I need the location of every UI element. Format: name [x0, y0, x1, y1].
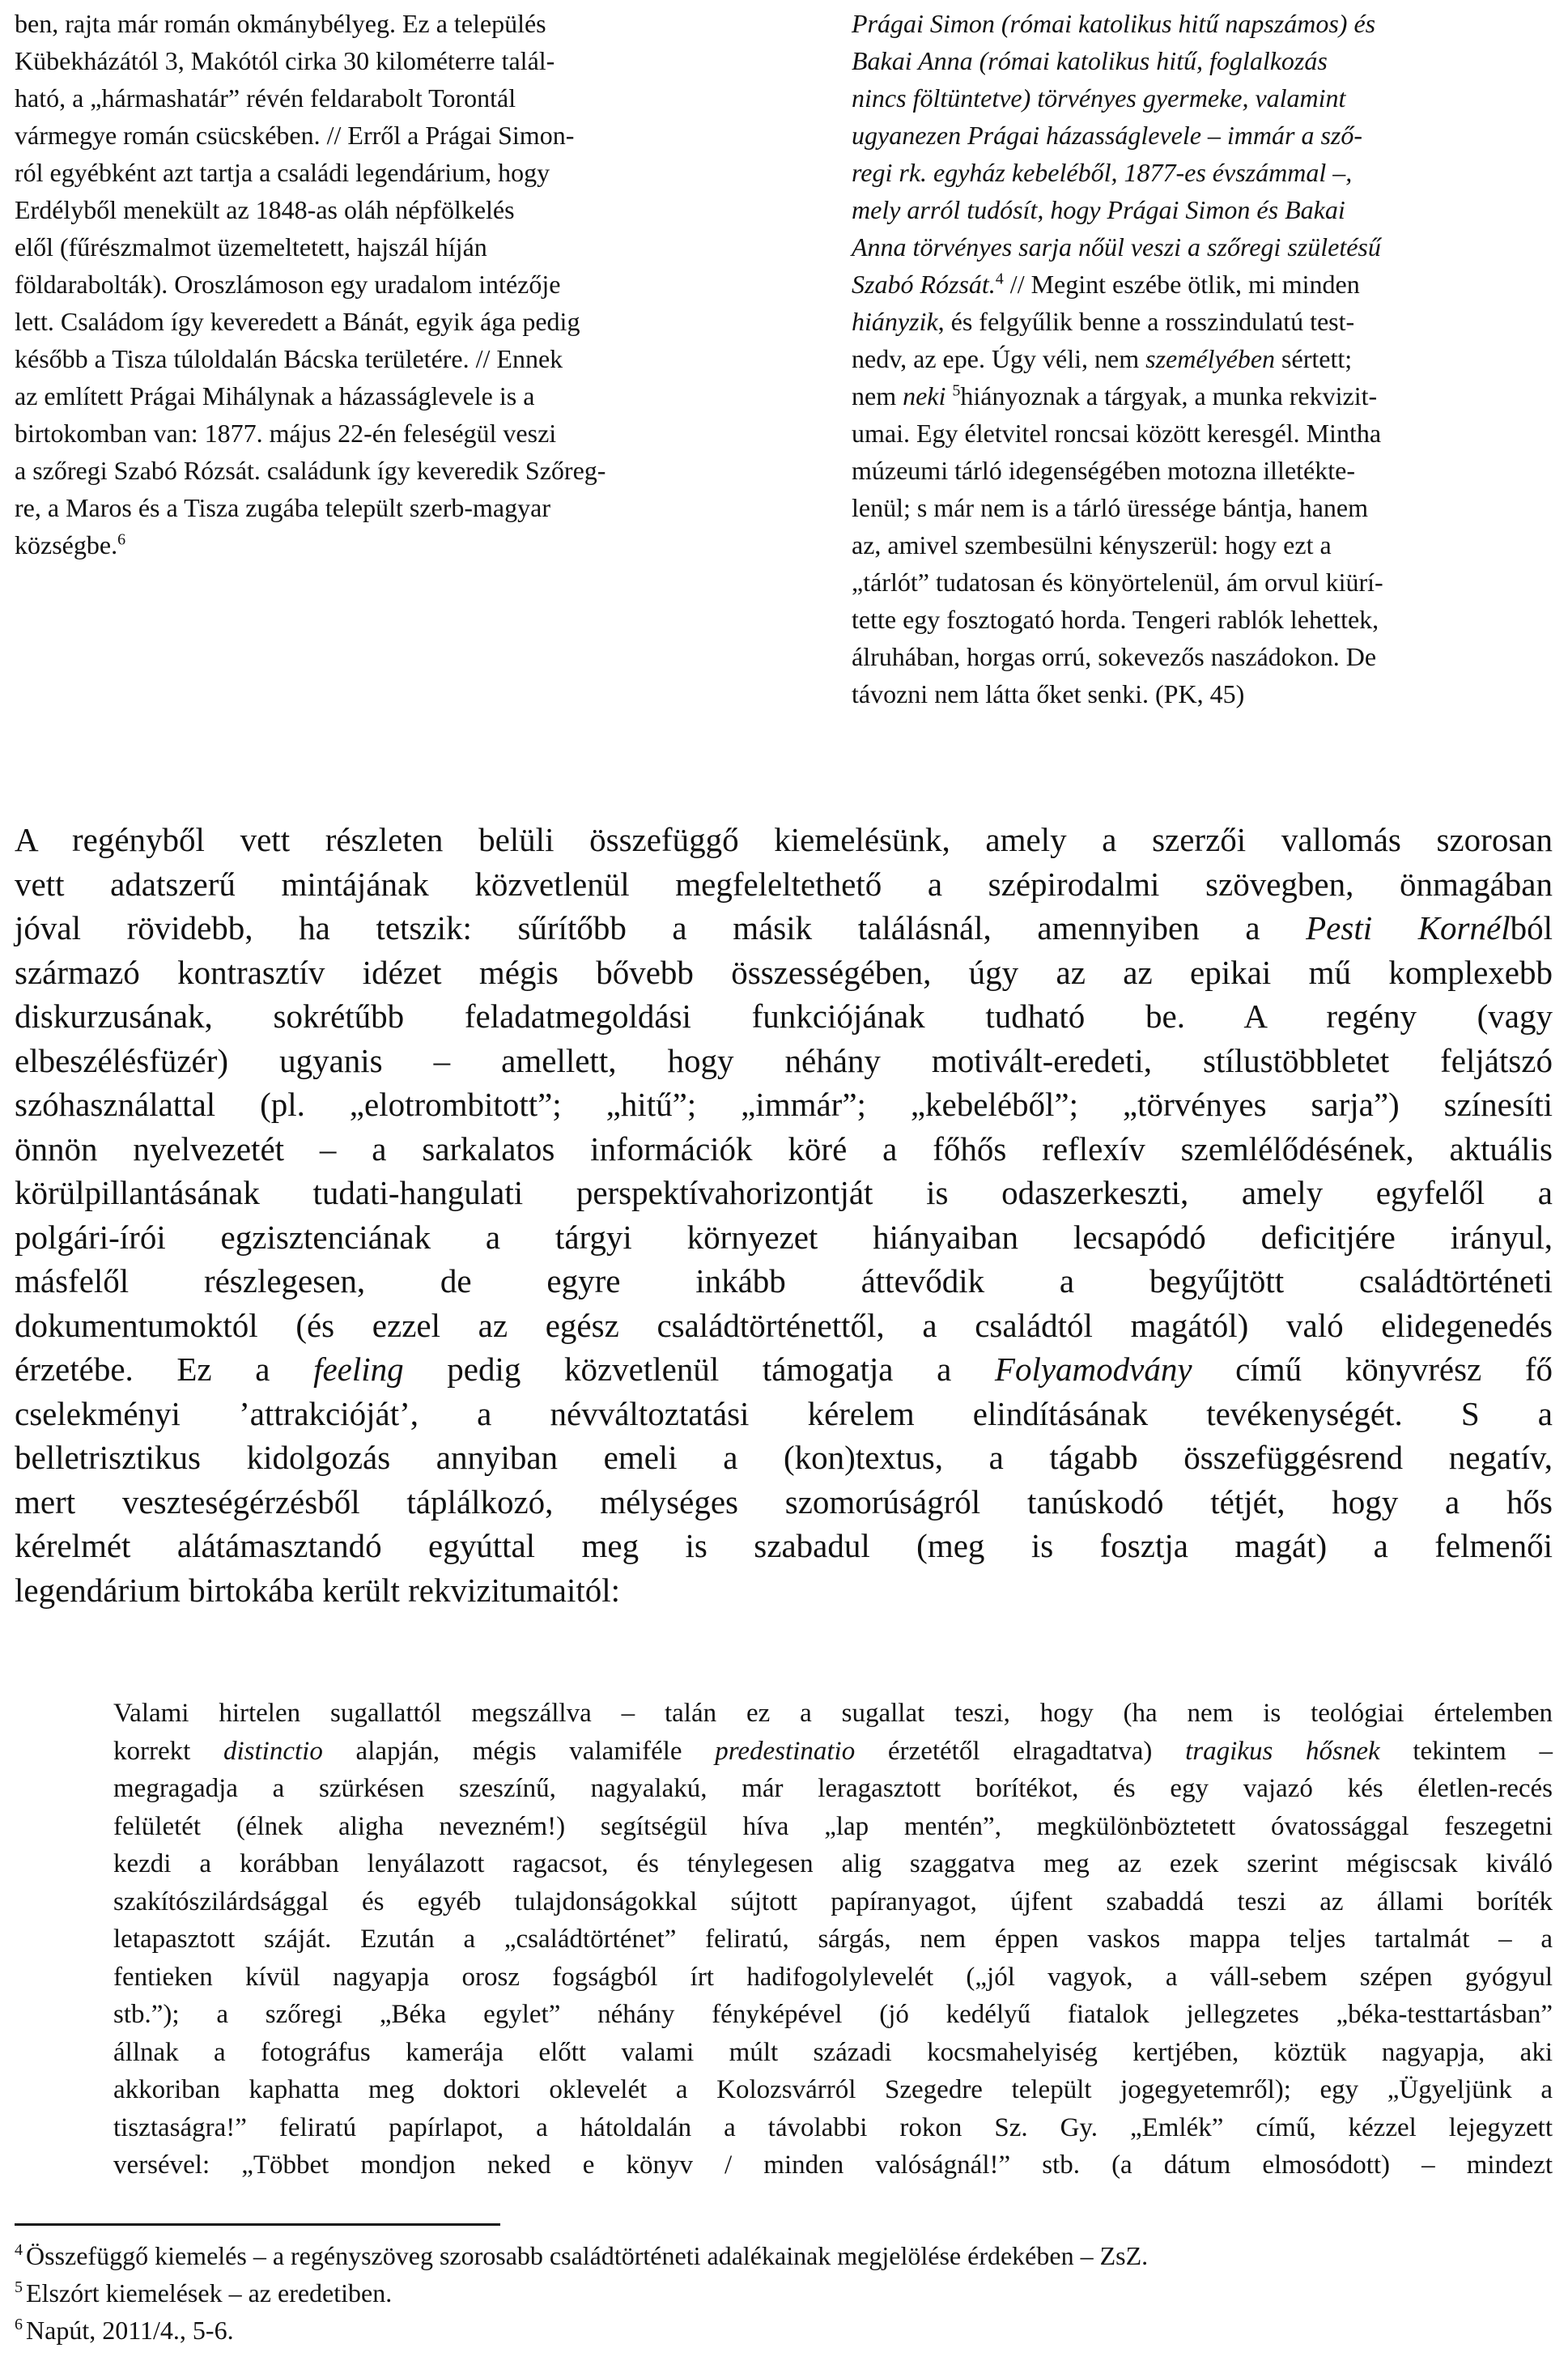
right-line-text: sértett;: [1275, 344, 1353, 373]
main-line-text: Pesti Kornél: [1306, 909, 1511, 946]
left-line: elől (fűrészmalmot üzemeltetett, hajszál híján: [15, 232, 487, 262]
main-line-text: ból: [1510, 909, 1553, 946]
left-line: [15, 526, 792, 564]
left-line: ható, a „hármashatár” révén feldarabolt Torontál: [15, 83, 516, 113]
main-line: cselekményi ’attrakcióját’, a névváltoztatási kérelem elindításának tevékenységét. S a: [15, 1394, 1553, 1432]
quote-line: Valami hirtelen sugallattól megszállva – talán ez a sugallat teszi, hogy (ha nem is teológiai értelemben: [113, 1699, 1553, 1728]
main-line: belletrisztikus kidolgozás annyiban emeli a (kon)textus, a tágabb összefüggésrend negatív,: [15, 1439, 1553, 1476]
footnote-4: [15, 2237, 1553, 2274]
right-line-text: nem: [852, 381, 903, 410]
right-line: regi rk. egyház kebeléből, 1877-es évszámmal –,: [852, 158, 1353, 187]
main-line-text: című könyvrész fő: [1192, 1351, 1553, 1388]
main-line: diskurzusának, sokrétűbb feladatmegoldási funkciójának tudható be. A regény (vagy: [15, 997, 1553, 1035]
quote-line-text: érzetétől elragadtatva): [855, 1736, 1186, 1766]
main-line: A regényből vett részleten belüli összefüggő kiemelésünk, amely a szerzői vallomás szorosan: [15, 821, 1553, 858]
left-line: vármegye román csücskében. // Erről a Prágai Simon-: [15, 121, 575, 150]
left-line: a szőregi Szabó Rózsát. családunk így keveredik Szőreg-: [15, 456, 606, 485]
main-line: mert veszteségérzésből táplálkozó, mélységes szomorúságról tanúskodó tétjét, hogy a hős: [15, 1482, 1553, 1521]
main-line: [15, 906, 1553, 951]
right-line: nincs föltüntetve) törvényes gyermeke, valamint: [852, 83, 1346, 113]
left-quote-column: [15, 5, 792, 564]
right-quote-column: [852, 5, 1548, 712]
quote-line-text: predestinatio: [715, 1736, 856, 1766]
right-line: múzeumi tárló idegenségében motozna illetékte-: [852, 456, 1355, 485]
right-line: „tárlót” tudatosan és könyörtelenül, ám orvul kiürí-: [852, 568, 1383, 597]
quote-line: akkoriban kaphatta meg doktori oklevelét a Kolozsvárról Szegedre települt jogegyetemről); egy „Ügyeljünk a: [113, 2075, 1553, 2104]
right-line: álruhában, horgas orrú, sokevezős naszádokon. De: [852, 642, 1377, 671]
main-line: származó kontrasztív idézet mégis bővebb összességében, úgy az az epikai mű komplexebb: [15, 953, 1553, 991]
quote-line-text: distinctio: [223, 1736, 323, 1766]
main-line-text: érzetébe. Ez a: [15, 1351, 314, 1388]
main-line: körülpillantásának tudati-hangulati perspektívahorizontját is odaszerkeszti, amely egyfelől a: [15, 1174, 1553, 1211]
right-line-text: neki: [903, 381, 946, 410]
quote-line: szakítószilárdsággal és egyéb tulajdonságokkal sújtott papíranyagot, újfent szabaddá teszi az állami boríték: [113, 1886, 1553, 1916]
left-line: ról egyébként azt tartja a családi legendárium, hogy: [15, 158, 550, 187]
quote-line: [113, 1733, 1553, 1771]
right-line-text: hiányoznak a tárgyak, a munka rekvizit-: [960, 381, 1378, 410]
footnote-number: 6: [15, 2316, 23, 2334]
right-line-text: hiányzik: [852, 307, 938, 336]
quote-line: letapasztott száját. Ezután a „családtörténet” feliratú, sárgás, nem éppen vaskos mappa teljes tartalmát – a: [113, 1925, 1553, 1954]
footnotes: [15, 2237, 1553, 2349]
quote-line: versével: „Többet mondjon neked e könyv / minden valóságnál!” stb. (a dátum elmosódott) – mindezt: [113, 2150, 1553, 2180]
left-line: lett. Családom így keveredett a Bánát, egyik ága pedig: [15, 307, 580, 336]
main-line-text: jóval rövidebb, ha tetszik: sűrítőbb a másik találásnál, amennyiben a: [15, 909, 1307, 946]
right-line: Bakai Anna (római katolikus hitű, foglalkozás: [852, 46, 1328, 75]
footnote-text: Elszórt kiemelések – az eredetiben.: [26, 2278, 393, 2308]
right-line: Anna törvényes sarja nőül veszi a szőregi születésű: [852, 232, 1381, 262]
quote-line-text: tekintem –: [1379, 1736, 1553, 1766]
left-line: Erdélyből menekült az 1848-as oláh népfölkelés: [15, 195, 515, 224]
quote-line: tisztaságra!” feliratú papírlapot, a hátoldalán a távolabbi rokon Sz. Gy. „Emlék” című, kézzel lejegyzett: [113, 2112, 1553, 2142]
right-line-text: Szabó Rózsát.: [852, 270, 996, 299]
footnote-6: [15, 2312, 1553, 2349]
footnote-text: Összefüggő kiemelés – a regényszöveg szorosabb családtörténeti adalékainak megjelölése érdekében – ZsZ.: [26, 2241, 1149, 2270]
main-line: másfelől részlegesen, de egyre inkább áttevődik a begyűjtött családtörténeti: [15, 1262, 1553, 1299]
left-line: re, a Maros és a Tisza zugába települt szerb-magyar: [15, 493, 550, 522]
footnote-ref-5: 5: [952, 381, 961, 400]
main-line: legendárium birtokába került rekvizitumaitól:: [15, 1571, 621, 1609]
right-line: umai. Egy életvitel roncsai között keresgél. Mintha: [852, 419, 1382, 448]
main-line-text: feeling: [313, 1351, 404, 1388]
right-line: [852, 266, 1548, 303]
left-line: ben, rajta már román okmánybélyeg. Ez a település: [15, 9, 546, 38]
main-line-text: Folyamodvány: [994, 1351, 1192, 1388]
footnote-ref-6: 6: [117, 530, 126, 549]
footnote-number: 5: [15, 2278, 23, 2297]
right-line: az, amivel szembesülni kényszerül: hogy ezt a: [852, 530, 1332, 559]
right-line: távozni nem látta őket senki. (PK, 45): [852, 679, 1245, 708]
quote-line-text: korrekt: [113, 1736, 223, 1766]
right-line: lenül; s már nem is a tárló üressége bántja, hanem: [852, 493, 1369, 522]
quote-line: felületét (élnek aligha nevezném!) segítségül híva „lap mentén”, megkülönböztetett óvatossággal feszegetni: [113, 1811, 1553, 1841]
main-line: elbeszélésfüzér) ugyanis – amellett, hogy néhány motivált-eredeti, stílustöbbletet feljátszó: [15, 1041, 1553, 1079]
footnote-number: 4: [15, 2241, 23, 2260]
main-line: polgári-írói egzisztenciának a tárgyi környezet hiányaiban lecsapódó deficitjére irányul,: [15, 1218, 1553, 1256]
quote-line: megragadja a szürkésen szeszínű, nagyalakú, már leragasztott borítékot, és egy vajazó kés életlen-recés: [113, 1774, 1553, 1803]
quote-line: fentieken kívül nagyapja orosz fogságból írt hadifogolylevelét („jól vagyok, a váll-sebem szépen gyógyul: [113, 1962, 1553, 1992]
main-line: vett adatszerű mintájának közvetlenül megfeleltethető a szépirodalmi szövegben, önmagában: [15, 865, 1553, 903]
right-line-text: , és felgyűlik benne a rosszindulatú test-: [937, 307, 1355, 336]
block-quotation: [113, 1695, 1553, 2184]
right-line: Prágai Simon (római katolikus hitű napszámos) és: [852, 9, 1376, 38]
right-line: mely arról tudósít, hogy Prágai Simon és Bakai: [852, 195, 1345, 224]
footnote-text: Napút, 2011/4., 5-6.: [26, 2316, 234, 2345]
main-line-text: pedig közvetlenül támogatja a: [403, 1351, 995, 1388]
left-line: Kübekházától 3, Makótól cirka 30 kilométerre talál-: [15, 46, 555, 75]
main-paragraph: [15, 818, 1553, 1612]
left-line-text: községbe.: [15, 530, 118, 559]
footnote-5: [15, 2274, 1553, 2312]
right-line: [852, 377, 1548, 415]
right-line: ugyanezen Prágai házasságlevele – immár a sző-: [852, 121, 1363, 150]
quote-line: kezdi a korábban lenyálazott ragacsot, és ténylegesen alig szaggatva meg az ezek szerint mégiscsak kiváló: [113, 1849, 1553, 1878]
main-line: dokumentumoktól (és ezzel az egész családtörténettől, a családtól magától) való elidegenedés: [15, 1306, 1553, 1344]
left-line: az említett Prágai Mihálynak a házasságlevele is a: [15, 381, 535, 410]
left-line: földarabolták). Oroszlámoson egy uradalom intézője: [15, 270, 561, 299]
right-line-text: nedv, az epe. Úgy véli, nem: [852, 344, 1146, 373]
main-line: kérelmét alátámasztandó egyúttal meg is szabadul (meg is fosztja magát) a felmenői: [15, 1527, 1553, 1564]
right-line: tette egy fosztogató horda. Tengeri rablók lehettek,: [852, 605, 1379, 634]
main-line: [15, 1347, 1553, 1392]
right-line-text: // Megint eszébe ötlik, mi minden: [1003, 270, 1360, 299]
quote-line: stb.”); a szőregi „Béka egylet” néhány fényképével (jó kedélyű fiatalok jellegzetes „béka-testtartásban”: [113, 2000, 1553, 2029]
right-line: [852, 340, 1548, 377]
footnote-separator: [15, 2223, 500, 2226]
left-line: birtokomban van: 1877. május 22-én feleségül veszi: [15, 419, 557, 448]
quote-line: állnak a fotográfus kamerája előtt valami múlt századi kocsmahelyiség kertjében, köztük nagyapja, aki: [113, 2037, 1553, 2067]
main-line: önnön nyelvezetét – a sarkalatos információk köré a főhős reflexív szemlélődésének, aktuális: [15, 1129, 1553, 1168]
quote-line-text: tragikus hősnek: [1185, 1736, 1380, 1766]
right-line-text: személyében: [1145, 344, 1276, 373]
footnote-ref-4: 4: [995, 270, 1004, 288]
main-line: szóhasználattal (pl. „elotrombitott”; „hitű”; „immár”; „kebeléből”; „törvényes sarja”) színesíti: [15, 1086, 1553, 1123]
quote-line-text: alapján, mégis valamiféle: [322, 1736, 716, 1766]
left-line: később a Tisza túloldalán Bácska területére. // Ennek: [15, 344, 563, 373]
right-line: [852, 303, 1548, 340]
